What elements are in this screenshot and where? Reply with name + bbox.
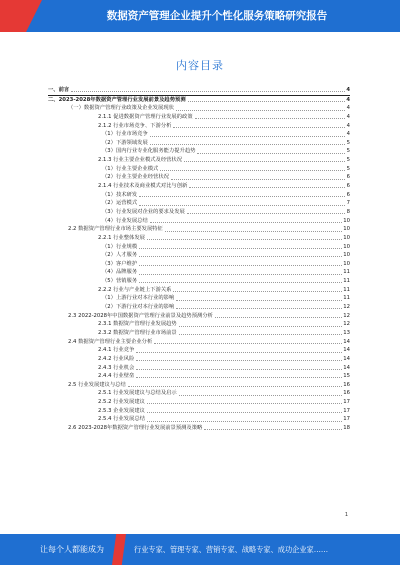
toc-leader-dots <box>150 136 345 137</box>
toc-entry-page: 16 <box>343 390 350 397</box>
toc-leader-dots <box>139 205 345 206</box>
toc-entry[interactable] <box>48 320 350 329</box>
toc-entry[interactable] <box>48 364 350 373</box>
toc-entry[interactable] <box>48 173 350 182</box>
toc-entry[interactable] <box>48 113 350 122</box>
toc-entry-page: 14 <box>343 347 350 354</box>
header-accent-shape <box>0 0 42 32</box>
toc-entry-page: 17 <box>343 399 350 406</box>
toc-entry-page: 17 <box>343 416 350 423</box>
toc-entry-text: 2.1.4 行业技术及商业模式对比与创新 <box>98 183 188 190</box>
toc-leader-dots <box>136 360 342 361</box>
toc-entry-page: 5 <box>346 148 350 155</box>
toc-entry-page: 4 <box>346 96 350 103</box>
toc-entry-text: 2.4 数据资产管理行业主要企业分析 <box>68 338 153 345</box>
toc-entry-page: 4 <box>346 105 350 112</box>
toc-entry-text: 二、2023-2028年数据资产管理行业发展前景及趋势预测 <box>48 96 186 103</box>
toc-entry[interactable] <box>48 277 350 286</box>
toc-entry-text: 2.5 行业发展建议与总结 <box>68 381 126 388</box>
toc-entry-page: 14 <box>343 364 350 371</box>
toc-entry-page: 12 <box>343 304 350 311</box>
toc-entry-text: （2）行业主要企业经营状况 <box>102 174 169 181</box>
toc-entry[interactable] <box>48 147 350 156</box>
toc-entry-text: 2.2.1 行业整体发展 <box>98 234 145 241</box>
toc-leader-dots <box>139 256 342 257</box>
toc-entry-text: （1）行业市场竞争 <box>102 131 148 138</box>
toc-leader-dots <box>139 265 342 266</box>
toc-leader-dots <box>176 300 342 301</box>
toc-entry-page: 14 <box>343 355 350 362</box>
toc-entry[interactable] <box>48 156 350 165</box>
toc-entry[interactable] <box>48 424 350 433</box>
toc-leader-dots <box>184 161 345 162</box>
toc-leader-dots <box>147 412 342 413</box>
toc-entry-page: 13 <box>343 329 350 336</box>
toc-leader-dots <box>173 127 345 128</box>
toc-entry[interactable] <box>48 182 350 191</box>
toc-entry[interactable] <box>48 415 350 424</box>
toc-entry-page: 4 <box>346 122 350 129</box>
toc-entry-text: （3）客户维护 <box>102 260 138 267</box>
toc-entry-text: （3）国内行业专业化服务能力提升趋势 <box>102 148 196 155</box>
toc-entry[interactable] <box>48 217 350 226</box>
toc-entry-text: （5）营销服务 <box>102 278 138 285</box>
toc-leader-dots <box>136 377 342 378</box>
toc-entry[interactable] <box>48 243 350 252</box>
toc-leader-dots <box>136 369 342 370</box>
toc-entry-text: 2.1.1 促进数据资产管理行业发展的政策 <box>98 113 193 120</box>
toc-leader-dots <box>71 91 345 92</box>
toc-entry[interactable] <box>48 407 350 416</box>
toc-entry[interactable] <box>48 355 350 364</box>
toc-entry-page: 10 <box>343 243 350 250</box>
toc-leader-dots <box>189 187 345 188</box>
toc-entry-text: 2.3.1 数据资产管理行业发展趋势 <box>98 321 177 328</box>
toc-leader-dots <box>147 239 342 240</box>
toc-entry-page: 8 <box>346 208 350 215</box>
toc-entry[interactable] <box>48 286 350 295</box>
toc-leader-dots <box>139 196 345 197</box>
toc-entry[interactable] <box>48 86 350 95</box>
toc-entry-page: 5 <box>346 157 350 164</box>
toc-entry[interactable] <box>48 389 350 398</box>
toc-entry[interactable] <box>48 225 350 234</box>
toc-leader-dots <box>139 274 342 275</box>
toc-entry[interactable] <box>48 234 350 243</box>
toc-leader-dots <box>147 421 342 422</box>
toc-entry[interactable] <box>48 329 350 338</box>
toc-entry[interactable] <box>48 381 350 390</box>
toc-entry-text: （1）技术研发 <box>102 191 138 198</box>
toc-entry-page: 6 <box>346 183 350 190</box>
footer-slogan-right: 行业专家、管理专家、营销专家、战略专家、成功企业家…… <box>134 545 329 554</box>
toc-entry-text: （4）品牌服务 <box>102 269 138 276</box>
header-banner <box>0 0 400 32</box>
page-number: 1 <box>344 512 348 518</box>
toc-entry-text: 2.6 2023-2028年数据资产管理行业发展前景预测及策略 <box>68 424 203 431</box>
toc-leader-dots <box>179 326 343 327</box>
toc-entry[interactable] <box>48 268 350 277</box>
toc-leader-dots <box>160 170 345 171</box>
toc-entry[interactable] <box>48 312 350 321</box>
toc-entry-page: 12 <box>343 312 350 319</box>
toc-entry-page: 14 <box>343 338 350 345</box>
toc-entry-text: （3）行业发展对企业的要求及发展 <box>102 208 185 215</box>
toc-entry-text: （2）人才服务 <box>102 252 138 259</box>
toc-entry[interactable] <box>48 338 350 347</box>
toc-entry-text: 2.4.3 行业机会 <box>98 364 135 371</box>
toc-entry-text: 2.4.4 行业壁垒 <box>98 373 135 380</box>
toc-entry-page: 6 <box>346 174 350 181</box>
toc-entry-page: 10 <box>343 217 350 224</box>
toc-entry[interactable] <box>48 398 350 407</box>
toc-entry-page: 15 <box>343 373 350 380</box>
toc-entry-page: 11 <box>343 295 350 302</box>
toc-entry-page: 4 <box>346 113 350 120</box>
toc-entry-text: （2）下游行业对本行业的影响 <box>102 304 175 311</box>
toc-leader-dots <box>176 308 342 309</box>
toc-leader-dots <box>188 101 345 102</box>
toc-entry-page: 17 <box>343 407 350 414</box>
toc-entry[interactable] <box>48 208 350 217</box>
toc-entry-page: 18 <box>343 424 350 431</box>
toc-entry[interactable] <box>48 346 350 355</box>
toc-leader-dots <box>173 291 342 292</box>
toc-entry-text: 2.5.1 行业发展建议与总结及启示 <box>98 390 177 397</box>
toc-entry-page: 16 <box>343 381 350 388</box>
toc-leader-dots <box>150 222 343 223</box>
toc-entry[interactable] <box>48 294 350 303</box>
toc-entry-text: 2.4.2 行业风险 <box>98 355 135 362</box>
toc-entry-text: 2.4.1 行业竞争 <box>98 347 135 354</box>
toc-entry-text: 2.2.2 行业与产业链上下游关系 <box>98 286 172 293</box>
toc-entry-text: 2.5.3 企业发展建议 <box>98 407 145 414</box>
toc-entry[interactable] <box>48 260 350 269</box>
toc-entry-page: 11 <box>343 286 350 293</box>
toc-entry-page: 4 <box>346 131 350 138</box>
footer-accent-shape <box>112 534 126 565</box>
toc-leader-dots <box>171 179 345 180</box>
toc-entry-text: （一）数据资产管理行业政策及企业发展现状 <box>68 105 174 112</box>
toc-entry-page: 5 <box>346 165 350 172</box>
toc-leader-dots <box>215 317 342 318</box>
toc-entry-page: 10 <box>343 252 350 259</box>
toc-entry-text: 2.1.3 行业主要企业模式及经营状况 <box>98 157 183 164</box>
toc-leader-dots <box>204 429 342 430</box>
toc-entry-page: 11 <box>343 278 350 285</box>
toc-entry-text: 2.3 2022-2028年中国数据资产管理行业前景及趋势预测分析 <box>68 312 213 319</box>
footer-slogan-left: 让每个人都能成为 <box>40 545 104 554</box>
toc-leader-dots <box>136 352 342 353</box>
toc-entry[interactable] <box>48 130 350 139</box>
toc-entry[interactable] <box>48 165 350 174</box>
toc-entry-text: 2.5.2 行业发展建议 <box>98 399 145 406</box>
toc-entry-text: 2.5.4 行业发展总结 <box>98 416 145 423</box>
toc-leader-dots <box>139 282 342 283</box>
toc-leader-dots <box>195 118 345 119</box>
toc-entry-text: 一、前言 <box>48 87 70 93</box>
toc-entry-text: （2）下游领域发展 <box>102 139 148 146</box>
toc-entry-text: （1）上游行业对本行业的影响 <box>102 295 175 302</box>
toc-entry-text: （1）行业规模 <box>102 243 138 250</box>
toc-entry-page: 10 <box>343 226 350 233</box>
toc-entry-page: 4 <box>346 87 350 93</box>
toc-entry-page: 12 <box>343 321 350 328</box>
toc-leader-dots <box>139 248 342 249</box>
toc-entry[interactable] <box>48 139 350 148</box>
toc-leader-dots <box>187 213 345 214</box>
toc-entry-text: （2）运营模式 <box>102 200 138 207</box>
toc-entry-text: 2.2 数据资产管理行业市场主要发展特征 <box>68 226 163 233</box>
toc-entry-text: 2.1.2 行业市场竞争、下游分析 <box>98 122 172 129</box>
toc-leader-dots <box>154 343 342 344</box>
toc-leader-dots <box>128 386 342 387</box>
toc-entry[interactable] <box>48 303 350 312</box>
toc-entry[interactable] <box>48 122 350 131</box>
toc-entry-text: （4）行业发展总结 <box>102 217 148 224</box>
toc-leader-dots <box>179 334 343 335</box>
toc-entry-page: 5 <box>346 139 350 146</box>
toc-leader-dots <box>150 144 345 145</box>
toc-entry[interactable] <box>48 251 350 260</box>
toc-leader-dots <box>176 110 345 111</box>
toc-entry[interactable] <box>48 104 350 113</box>
toc-entry-page: 6 <box>346 191 350 198</box>
toc-entry-page: 7 <box>346 200 350 207</box>
toc-entry[interactable] <box>48 96 350 105</box>
toc-leader-dots <box>147 403 342 404</box>
toc-entry[interactable] <box>48 199 350 208</box>
toc-entry[interactable] <box>48 372 350 381</box>
toc-entry-text: （1）行业主要企业模式 <box>102 165 159 172</box>
toc-leader-dots <box>179 395 343 396</box>
table-of-contents <box>48 86 350 433</box>
toc-entry-text: 2.3.2 数据资产管理行业市场前景 <box>98 329 177 336</box>
toc-entry-page: 10 <box>343 260 350 267</box>
footer-banner <box>0 534 400 565</box>
report-title: 数据资产管理企业提升个性化服务策略研究报告 <box>106 10 328 22</box>
toc-entry[interactable] <box>48 191 350 200</box>
toc-leader-dots <box>165 231 342 232</box>
toc-entry-page: 10 <box>343 234 350 241</box>
toc-title: 内容目录 <box>176 59 224 72</box>
toc-entry-page: 11 <box>343 269 350 276</box>
toc-leader-dots <box>197 153 345 154</box>
